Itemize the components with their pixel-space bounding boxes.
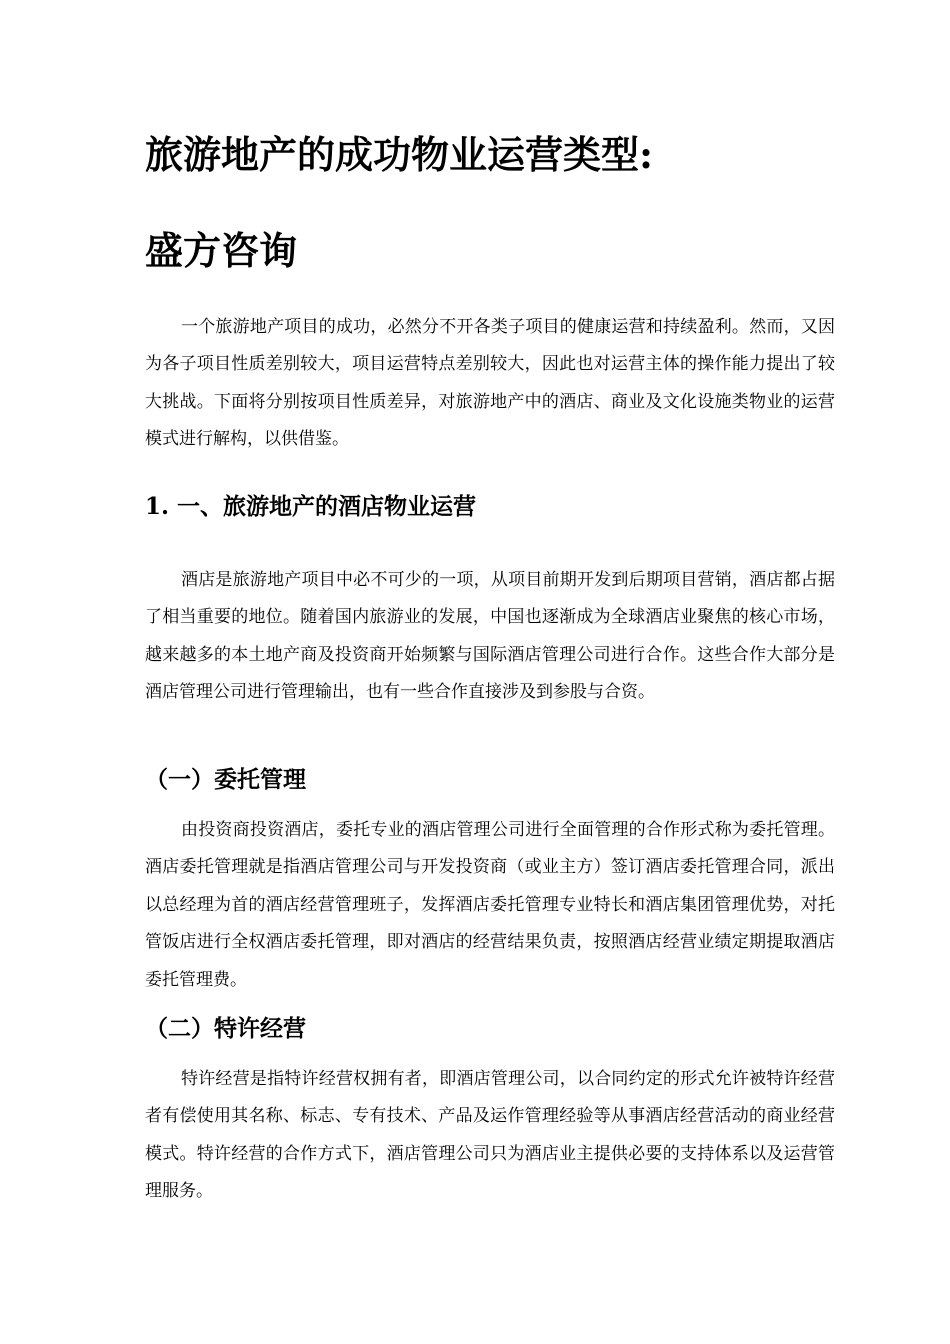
subsection-paragraph-franchise: 特许经营是指特许经营权拥有者，即酒店管理公司，以合同约定的形式允许被特许经营者有偿使用其名称、标志、专有技术、产品及运作管理经验等从事酒店经营活动的商业经营模式。特许经营的合作方式下，酒店管理公司只为酒店业主提供必要的支持体系以及运营管理服务。: [145, 1069, 835, 1202]
subsection-paragraph-entrusted-management: 由投资商投资酒店，委托专业的酒店管理公司进行全面管理的合作形式称为委托管理。酒店委托管理就是指酒店管理公司与开发投资商（或业主方）签订酒店委托管理合同，派出以总经理为首的酒店经营管理班子，发挥酒店委托管理专业特长和酒店集团管理优势，对托管饭店进行全权酒店委托管理，即对酒店的经营结果负责，按照酒店经营业绩定期提取酒店委托管理费。: [145, 820, 835, 990]
subsection-heading-franchise: （二）特许经营: [145, 1015, 306, 1042]
document-title: 旅游地产的成功物业运营类型:: [145, 132, 654, 177]
section-heading-hotel-operation: 1. 一、旅游地产的酒店物业运营: [145, 493, 477, 520]
document-subtitle: 盛方咨询: [145, 228, 298, 273]
section-paragraph-hotel-operation: 酒店是旅游地产项目中必不可少的一项，从项目前期开发到后期项目营销，酒店都占据了相当重要的地位。随着国内旅游业的发展，中国也逐渐成为全球酒店业聚焦的核心市场，越来越多的本土地产商及投资商开始频繁与国际酒店管理公司进行合作。这些合作大部分是酒店管理公司进行管理输出，也有一些合作直接涉及到参股与合资。: [145, 570, 835, 703]
subsection-heading-entrusted-management: （一）委托管理: [145, 766, 306, 793]
intro-paragraph: 一个旅游地产项目的成功，必然分不开各类子项目的健康运营和持续盈利。然而，又因为各子项目性质差别较大，项目运营特点差别较大，因此也对运营主体的操作能力提出了较大挑战。下面将分别按项目性质差异，对旅游地产中的酒店、商业及文化设施类物业的运营模式进行解构，以供借鉴。: [145, 317, 835, 450]
